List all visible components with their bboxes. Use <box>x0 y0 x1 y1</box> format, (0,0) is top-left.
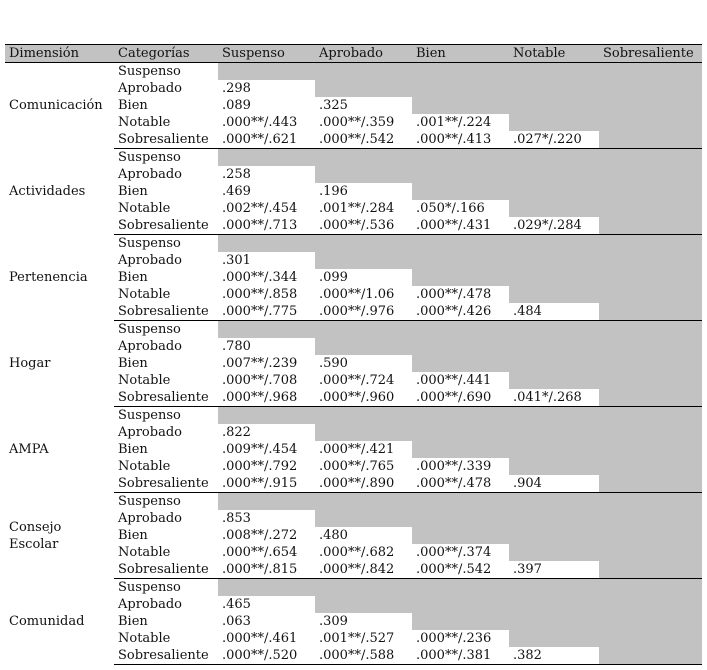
dimension-cell: Consejo Escolar <box>5 493 114 579</box>
empty-cell <box>315 235 412 253</box>
empty-cell <box>599 527 702 544</box>
category-cell: Notable <box>114 200 218 217</box>
table-row <box>5 321 702 339</box>
value-cell: .000**/.708 <box>218 372 315 389</box>
empty-cell <box>599 338 702 355</box>
table-body <box>5 63 702 665</box>
header-aprobado: Aprobado <box>315 45 412 63</box>
header-suspenso: Suspenso <box>218 45 315 63</box>
value-cell: .000**/1.06 <box>315 286 412 303</box>
empty-cell <box>599 493 702 511</box>
category-cell: Sobresaliente <box>114 303 218 321</box>
category-cell: Sobresaliente <box>114 217 218 235</box>
empty-cell <box>509 407 599 425</box>
empty-cell <box>412 149 509 167</box>
empty-cell <box>509 114 599 131</box>
value-cell: .465 <box>218 596 315 613</box>
empty-cell <box>599 544 702 561</box>
value-cell: .000**/.915 <box>218 475 315 493</box>
empty-cell <box>509 355 599 372</box>
empty-cell <box>412 321 509 339</box>
value-cell: .000**/.374 <box>412 544 509 561</box>
category-cell: Aprobado <box>114 510 218 527</box>
value-cell: .099 <box>315 269 412 286</box>
empty-cell <box>509 510 599 527</box>
empty-cell <box>509 166 599 183</box>
empty-cell <box>315 80 412 97</box>
category-cell: Sobresaliente <box>114 389 218 407</box>
empty-cell <box>412 63 509 81</box>
value-cell: .000**/.775 <box>218 303 315 321</box>
empty-cell <box>412 355 509 372</box>
empty-cell <box>412 166 509 183</box>
value-cell: .029*/.284 <box>509 217 599 235</box>
empty-cell <box>599 200 702 217</box>
empty-cell <box>599 217 702 235</box>
category-cell: Bien <box>114 441 218 458</box>
value-cell: .000**/.431 <box>412 217 509 235</box>
value-cell: .000**/.381 <box>412 647 509 665</box>
empty-cell <box>412 493 509 511</box>
empty-cell <box>509 321 599 339</box>
empty-cell <box>599 647 702 665</box>
category-cell: Suspenso <box>114 235 218 253</box>
category-cell: Notable <box>114 372 218 389</box>
empty-cell <box>599 303 702 321</box>
empty-cell <box>412 424 509 441</box>
value-cell: .590 <box>315 355 412 372</box>
empty-cell <box>412 613 509 630</box>
value-cell: .000**/.968 <box>218 389 315 407</box>
empty-cell <box>315 510 412 527</box>
category-cell: Suspenso <box>114 579 218 597</box>
value-cell: .000**/.339 <box>412 458 509 475</box>
empty-cell <box>412 97 509 114</box>
empty-cell <box>315 63 412 81</box>
value-cell: .000**/.690 <box>412 389 509 407</box>
empty-cell <box>599 561 702 579</box>
value-cell: .000**/.542 <box>315 131 412 149</box>
empty-cell <box>509 252 599 269</box>
empty-cell <box>315 338 412 355</box>
value-cell: .008**/.272 <box>218 527 315 544</box>
table-row <box>5 149 702 167</box>
empty-cell <box>315 321 412 339</box>
value-cell: .904 <box>509 475 599 493</box>
empty-cell <box>315 424 412 441</box>
category-cell: Bien <box>114 355 218 372</box>
category-cell: Aprobado <box>114 166 218 183</box>
category-cell: Notable <box>114 286 218 303</box>
category-cell: Aprobado <box>114 596 218 613</box>
value-cell: .397 <box>509 561 599 579</box>
comparison-table <box>5 44 702 665</box>
value-cell: .063 <box>218 613 315 630</box>
empty-cell <box>509 493 599 511</box>
empty-cell <box>599 510 702 527</box>
value-cell: .001**/.527 <box>315 630 412 647</box>
table-row <box>5 407 702 425</box>
category-cell: Notable <box>114 458 218 475</box>
category-cell: Sobresaliente <box>114 131 218 149</box>
value-cell: .000**/.542 <box>412 561 509 579</box>
value-cell: .000**/.478 <box>412 475 509 493</box>
empty-cell <box>599 613 702 630</box>
empty-cell <box>599 630 702 647</box>
empty-cell <box>599 63 702 81</box>
category-cell: Sobresaliente <box>114 561 218 579</box>
category-cell: Aprobado <box>114 424 218 441</box>
empty-cell <box>509 630 599 647</box>
value-cell: .382 <box>509 647 599 665</box>
value-cell: .000**/.724 <box>315 372 412 389</box>
value-cell: .000**/.815 <box>218 561 315 579</box>
value-cell: .000**/.461 <box>218 630 315 647</box>
value-cell: .000**/.890 <box>315 475 412 493</box>
value-cell: .001**/.224 <box>412 114 509 131</box>
category-cell: Suspenso <box>114 63 218 81</box>
empty-cell <box>509 149 599 167</box>
empty-cell <box>509 183 599 200</box>
value-cell: .000**/.976 <box>315 303 412 321</box>
dimension-cell: Comunidad <box>5 579 114 665</box>
header-row <box>5 45 702 63</box>
empty-cell <box>599 166 702 183</box>
empty-cell <box>509 579 599 597</box>
category-cell: Suspenso <box>114 149 218 167</box>
empty-cell <box>509 544 599 561</box>
header-categorias: Categorías <box>114 45 218 63</box>
value-cell: .325 <box>315 97 412 114</box>
value-cell: .298 <box>218 80 315 97</box>
empty-cell <box>509 338 599 355</box>
empty-cell <box>509 458 599 475</box>
empty-cell <box>599 80 702 97</box>
empty-cell <box>412 235 509 253</box>
dimension-cell: AMPA <box>5 407 114 493</box>
empty-cell <box>315 596 412 613</box>
value-cell: .301 <box>218 252 315 269</box>
empty-cell <box>412 80 509 97</box>
value-cell: .000**/.588 <box>315 647 412 665</box>
empty-cell <box>599 389 702 407</box>
value-cell: .000**/.858 <box>218 286 315 303</box>
value-cell: .000**/.236 <box>412 630 509 647</box>
empty-cell <box>509 269 599 286</box>
category-cell: Aprobado <box>114 80 218 97</box>
empty-cell <box>218 579 315 597</box>
value-cell: .000**/.359 <box>315 114 412 131</box>
value-cell: .089 <box>218 97 315 114</box>
empty-cell <box>412 441 509 458</box>
value-cell: .000**/.621 <box>218 131 315 149</box>
empty-cell <box>509 613 599 630</box>
empty-cell <box>509 235 599 253</box>
empty-cell <box>599 579 702 597</box>
empty-cell <box>412 252 509 269</box>
dimension-cell: Hogar <box>5 321 114 407</box>
empty-cell <box>509 200 599 217</box>
dimension-cell: Actividades <box>5 149 114 235</box>
value-cell: .780 <box>218 338 315 355</box>
value-cell: .007**/.239 <box>218 355 315 372</box>
empty-cell <box>599 321 702 339</box>
empty-cell <box>599 458 702 475</box>
value-cell: .002**/.454 <box>218 200 315 217</box>
category-cell: Bien <box>114 613 218 630</box>
category-cell: Sobresaliente <box>114 647 218 665</box>
empty-cell <box>218 407 315 425</box>
value-cell: .000**/.443 <box>218 114 315 131</box>
empty-cell <box>218 63 315 81</box>
category-cell: Suspenso <box>114 493 218 511</box>
empty-cell <box>599 269 702 286</box>
category-cell: Bien <box>114 97 218 114</box>
value-cell: .309 <box>315 613 412 630</box>
empty-cell <box>599 252 702 269</box>
category-cell: Bien <box>114 183 218 200</box>
category-cell: Suspenso <box>114 321 218 339</box>
empty-cell <box>599 424 702 441</box>
empty-cell <box>412 269 509 286</box>
category-cell: Aprobado <box>114 252 218 269</box>
table-row <box>5 579 702 597</box>
empty-cell <box>509 372 599 389</box>
value-cell: .000**/.713 <box>218 217 315 235</box>
value-cell: .009**/.454 <box>218 441 315 458</box>
value-cell: .000**/.682 <box>315 544 412 561</box>
empty-cell <box>218 321 315 339</box>
empty-cell <box>412 510 509 527</box>
empty-cell <box>599 441 702 458</box>
empty-cell <box>599 235 702 253</box>
category-cell: Sobresaliente <box>114 475 218 493</box>
value-cell: .050*/.166 <box>412 200 509 217</box>
dimension-cell: Pertenencia <box>5 235 114 321</box>
empty-cell <box>599 97 702 114</box>
empty-cell <box>315 149 412 167</box>
category-cell: Bien <box>114 269 218 286</box>
empty-cell <box>218 149 315 167</box>
value-cell: .041*/.268 <box>509 389 599 407</box>
category-cell: Notable <box>114 114 218 131</box>
value-cell: .258 <box>218 166 315 183</box>
empty-cell <box>599 114 702 131</box>
value-cell: .000**/.426 <box>412 303 509 321</box>
category-cell: Notable <box>114 630 218 647</box>
empty-cell <box>218 235 315 253</box>
empty-cell <box>599 149 702 167</box>
table-row <box>5 235 702 253</box>
empty-cell <box>412 183 509 200</box>
header-sobresaliente: Sobresaliente <box>599 45 702 63</box>
empty-cell <box>599 131 702 149</box>
value-cell: .822 <box>218 424 315 441</box>
empty-cell <box>218 493 315 511</box>
empty-cell <box>599 475 702 493</box>
empty-cell <box>509 596 599 613</box>
table-row <box>5 493 702 511</box>
empty-cell <box>599 286 702 303</box>
category-cell: Notable <box>114 544 218 561</box>
value-cell: .000**/.441 <box>412 372 509 389</box>
category-cell: Bien <box>114 527 218 544</box>
empty-cell <box>509 441 599 458</box>
value-cell: .000**/.960 <box>315 389 412 407</box>
value-cell: .000**/.344 <box>218 269 315 286</box>
value-cell: .027*/.220 <box>509 131 599 149</box>
empty-cell <box>315 407 412 425</box>
value-cell: .000**/.765 <box>315 458 412 475</box>
header-dimension: Dimensión <box>5 45 114 63</box>
empty-cell <box>315 493 412 511</box>
empty-cell <box>509 63 599 81</box>
empty-cell <box>509 286 599 303</box>
value-cell: .000**/.413 <box>412 131 509 149</box>
empty-cell <box>412 407 509 425</box>
empty-cell <box>412 527 509 544</box>
empty-cell <box>509 527 599 544</box>
value-cell: .000**/.478 <box>412 286 509 303</box>
empty-cell <box>509 80 599 97</box>
value-cell: .001**/.284 <box>315 200 412 217</box>
value-cell: .000**/.792 <box>218 458 315 475</box>
empty-cell <box>412 579 509 597</box>
value-cell: .000**/.421 <box>315 441 412 458</box>
empty-cell <box>412 338 509 355</box>
value-cell: .853 <box>218 510 315 527</box>
value-cell: .000**/.842 <box>315 561 412 579</box>
value-cell: .000**/.536 <box>315 217 412 235</box>
empty-cell <box>315 252 412 269</box>
value-cell: .000**/.520 <box>218 647 315 665</box>
value-cell: .484 <box>509 303 599 321</box>
empty-cell <box>599 355 702 372</box>
empty-cell <box>509 424 599 441</box>
empty-cell <box>599 183 702 200</box>
header-notable: Notable <box>509 45 599 63</box>
empty-cell <box>599 596 702 613</box>
empty-cell <box>315 166 412 183</box>
value-cell: .480 <box>315 527 412 544</box>
empty-cell <box>599 372 702 389</box>
category-cell: Suspenso <box>114 407 218 425</box>
header-bien: Bien <box>412 45 509 63</box>
dimension-cell: Comunicación <box>5 63 114 149</box>
value-cell: .000**/.654 <box>218 544 315 561</box>
value-cell: .196 <box>315 183 412 200</box>
empty-cell <box>599 407 702 425</box>
empty-cell <box>412 596 509 613</box>
category-cell: Aprobado <box>114 338 218 355</box>
empty-cell <box>315 579 412 597</box>
table-row <box>5 63 702 81</box>
empty-cell <box>509 97 599 114</box>
value-cell: .469 <box>218 183 315 200</box>
